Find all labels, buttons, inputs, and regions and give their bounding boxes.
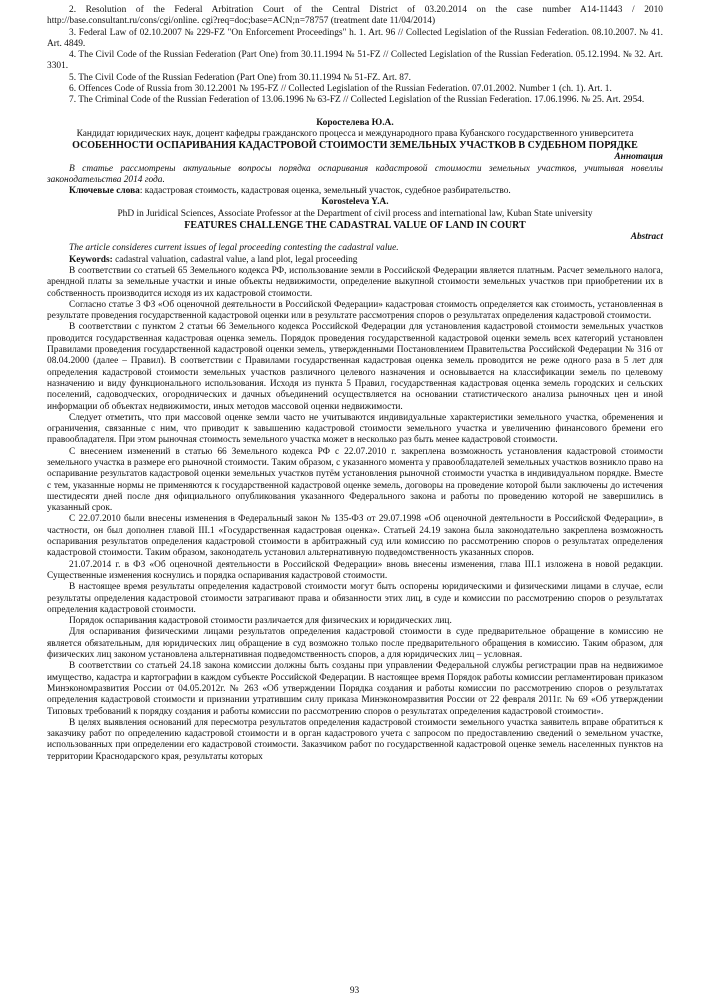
- article-title-ru: ОСОБЕННОСТИ ОСПАРИВАНИЯ КАДАСТРОВОЙ СТОИМОСТИ ЗЕМЕЛЬНЫХ УЧАСТКОВ В СУДЕБНОМ ПОРЯДКЕ: [72, 140, 638, 152]
- page-number: 93: [349, 986, 360, 996]
- keywords-label-en: Keywords:: [69, 254, 113, 265]
- body-paragraph: В соответствии со статьей 65 Земельного кодекса РФ, использование земли в Российской Федерации является платным. Расчет земельного налога, арендной платы за земельные участки и иные объекты недвижимости, определение выкупной стоимости земельных участков при приобретении их в собственность производится исходя из их кадастровой стоимости.: [47, 265, 663, 299]
- abstract-ru: В статье рассмотрены актуальные вопросы порядка оспаривания кадастровой стоимости земельных участков, учитывая новеллы законодательства 2014 года.: [47, 163, 663, 185]
- body-paragraph: Для оспаривания физическими лицами результатов определения кадастровой стоимости в суде предварительное обращение в комиссию не является обязательным, для юридических лиц обращение в суд возможно только после предварительного обращения в комиссию. Таким образом, для физических лиц законом установлена альтернативная подведомственность споров, а для юридических лиц – условная.: [47, 627, 663, 661]
- body-paragraph: С внесением изменений в статью 66 Земельного кодекса РФ с 22.07.2010 г. закреплена возможность установления кадастровой стоимости земельного участка в размере его рыночной стоимости. Таким образом, с указанного момента у правообладателей земельных участков возникло право на оспаривание результатов кадастровой оценки земельных участков путём установления рыночной стоимости участка в индивидуальном порядке. Вместе с тем, указанные нормы не применяются к государственной кадастровой оценке земель, договоры на проведение которой были заключены до истечения шестидесяти дней после дня официального опубликования указанного Федерального закона и работы по проведению которой не завершились в указанный срок.: [47, 446, 663, 514]
- body-paragraph: Порядок оспаривания кадастровой стоимости различается для физических и юридических лиц.: [69, 616, 452, 627]
- reference-item: 7. The Criminal Code of the Russian Federation of 13.06.1996 № 63-FZ // Collected Legislation of the Russian Federation. 17.06.1996. № 25. Art. 2954.: [69, 95, 645, 106]
- body-paragraph: В целях выявления оснований для пересмотра результатов определения кадастровой стоимости земельного участка заявитель вправе обратиться к заказчику работ по определению кадастровой стоимости и в орган кадастрового учета с запросом по предоставлению сведений о земельном участке, использованных при определении его кадастровой стоимости. Заказчиком работ по государственной кадастровой оценке земель населенных пунктов на территории Краснодарского края, результаты которых: [47, 717, 663, 762]
- keywords-text-en: cadastral valuation, cadastral value, a land plot, legal proceeding: [112, 254, 358, 265]
- body-paragraph: В соответствии со статьей 24.18 закона комиссии должны быть созданы при управлении Федеральной службы регистрации прав на недвижимое имущество, кадастра и картографии в каждом субъекте Российской Федерации. В настоящее время Порядок работы комиссии регламентирован приказом Минэкономразвития России от 04.05.2012г. № 263 «Об утверждении Порядка создания и работы комиссии по рассмотрению споров о результатах определения кадастровой стоимости и признании утратившим силу приказа Минэкономразвития России от 22 февраля 2011г. № 69 «Об утверждении Типовых требований к порядку создания и работы комиссии по рассмотрению споров о результатах определения кадастровой стоимости».: [47, 661, 663, 717]
- keywords-en: [47, 255, 663, 266]
- body-paragraph: С 22.07.2010 были внесены изменения в Федеральный закон № 135-ФЗ от 29.07.1998 «Об оценочной деятельности в Российской Федерации», в частности, он был дополнен главой III.1 «Государственная кадастровая оценка». Статьей 24.19 закона была законодательно закреплена возможность оспаривания результатов определения кадастровой стоимости в арбитражный суд или комиссию по рассмотрению споров о результатах определения кадастровой стоимости. Таким образом, законодатель установил альтернативную подведомственность указанных споров.: [47, 514, 663, 559]
- reference-item: 3. Federal Law of 02.10.2007 № 229-FZ "On Enforcement Proceedings" h. 1. Art. 96 // Collected Legislation of the Russian Federation. 08.10.2007. № 41. Art. 4849.: [47, 27, 663, 49]
- body-paragraph: 21.07.2014 г. в ФЗ «Об оценочной деятельности в Российской Федерации» вновь внесены изменения, глава III.1 изложена в новой редакции. Существенные изменения коснулись и порядка оспаривания кадастровой стоимости.: [47, 559, 663, 581]
- abstract-heading-ru: Аннотация: [614, 152, 663, 163]
- abstract-heading-en: Abstract: [630, 232, 663, 243]
- reference-item: 2. Resolution of the Federal Arbitration Court of the Central District of 03.20.2014 on the case number A14-11443 / 2010 http://base.consultant.ru/cons/cgi/online. cgi?req=doc;base=ACN;n=78757 (treatment date 11/04/2014): [47, 5, 663, 27]
- reference-item: 6. Offences Code of Russia from 30.12.2001 № 195-FZ // Collected Legislation of the Russian Federation. 07.01.2002. Number 1 (ch. 1). Art. 1.: [69, 84, 612, 95]
- body-paragraph: В соответствии с пунктом 2 статьи 66 Земельного кодекса Российской Федерации для установления кадастровой стоимости земельных участков проводится государственная кадастровая оценка земель. Порядок проведения государственной кадастровой оценки земель всех категорий установлен Правилами проведения государственной кадастровой оценки земель, утвержденными Постановлением Правительства Российской Федерации № 316 от 08.04.2000 (далее – Правил). В соответствии с Правилами государственная кадастровая оценка земель проводится не реже одного раза в 5 лет для определения кадастровой стоимости земельных участков различного целевого назначения и основывается на классификации земель по целевому назначению и виду функционального использования. Исходя из пункта 5 Правил, государственная кадастровая оценка земель городских и сельских поселений, садоводческих, огороднических и дачных объединений осуществляется на основании статистического анализа рыночных цен и иной информации об объектах недвижимости, иных методов массовой оценки недвижимости.: [47, 322, 663, 412]
- author-ru: Коростелева Ю.А.: [316, 117, 394, 128]
- keywords-text-ru: : кадастровая стоимость, кадастровая оценка, земельный участок, судебное разбирательство.: [139, 186, 511, 197]
- keywords-ru: [47, 186, 663, 197]
- affiliation-en: PhD in Juridical Sciences, Associate Professor at the Department of civil process and international law, Kuban State university: [117, 208, 593, 219]
- abstract-en: The article consideres current issues of legal proceeding contesting the cadastral value.: [69, 243, 399, 254]
- body-paragraph: Согласно статье 3 ФЗ «Об оценочной деятельности в Российской Федерации» кадастровая стоимость определяется как стоимость, установленная в результате проведения государственной кадастровой оценки или в результате рассмотрения споров о результатах определения кадастровой стоимости.: [47, 299, 663, 322]
- author-en: Korosteleva Y.A.: [321, 197, 389, 208]
- keywords-label-ru: Ключевые слова: [69, 186, 140, 197]
- body-paragraph: В настоящее время результаты определения кадастровой стоимости могут быть оспорены юридическими и физическими лицами в случае, если результаты определения кадастровой стоимости затрагивают права и обязанности этих лиц, в суде и комиссии по рассмотрению споров о результатах определения кадастровой стоимости.: [47, 582, 663, 615]
- affiliation-ru: Кандидат юридических наук, доцент кафедры гражданского процесса и международного права Кубанского государственного университета: [76, 128, 634, 139]
- article-title-en: FEATURES CHALLENGE THE CADASTRAL VALUE OF LAND IN COURT: [184, 220, 526, 232]
- body-paragraph: Следует отметить, что при массовой оценке земли часто не учитываются индивидуальные характеристики земельного участка, обременения и ограничения, связанные с ним, что приводит к завышению кадастровой стоимости земельного участка и увеличению финансового бремени его правообладателя. При этом рыночная стоимость земельного участка может в несколько раз быть менее кадастровой стоимости.: [47, 412, 663, 446]
- page-content: [47, 5, 663, 763]
- reference-item: 4. The Civil Code of the Russian Federation (Part One) from 30.11.1994 № 51-FZ // Collected Legislation of the Russian Federation. 05.12.1994. № 32. Art. 3301.: [47, 50, 663, 72]
- reference-list: [47, 5, 663, 107]
- reference-item: 5. The Civil Code of the Russian Federation (Part One) from 30.11.1994 № 51-FZ. Art. 87.: [69, 72, 411, 83]
- article-body: [47, 266, 663, 763]
